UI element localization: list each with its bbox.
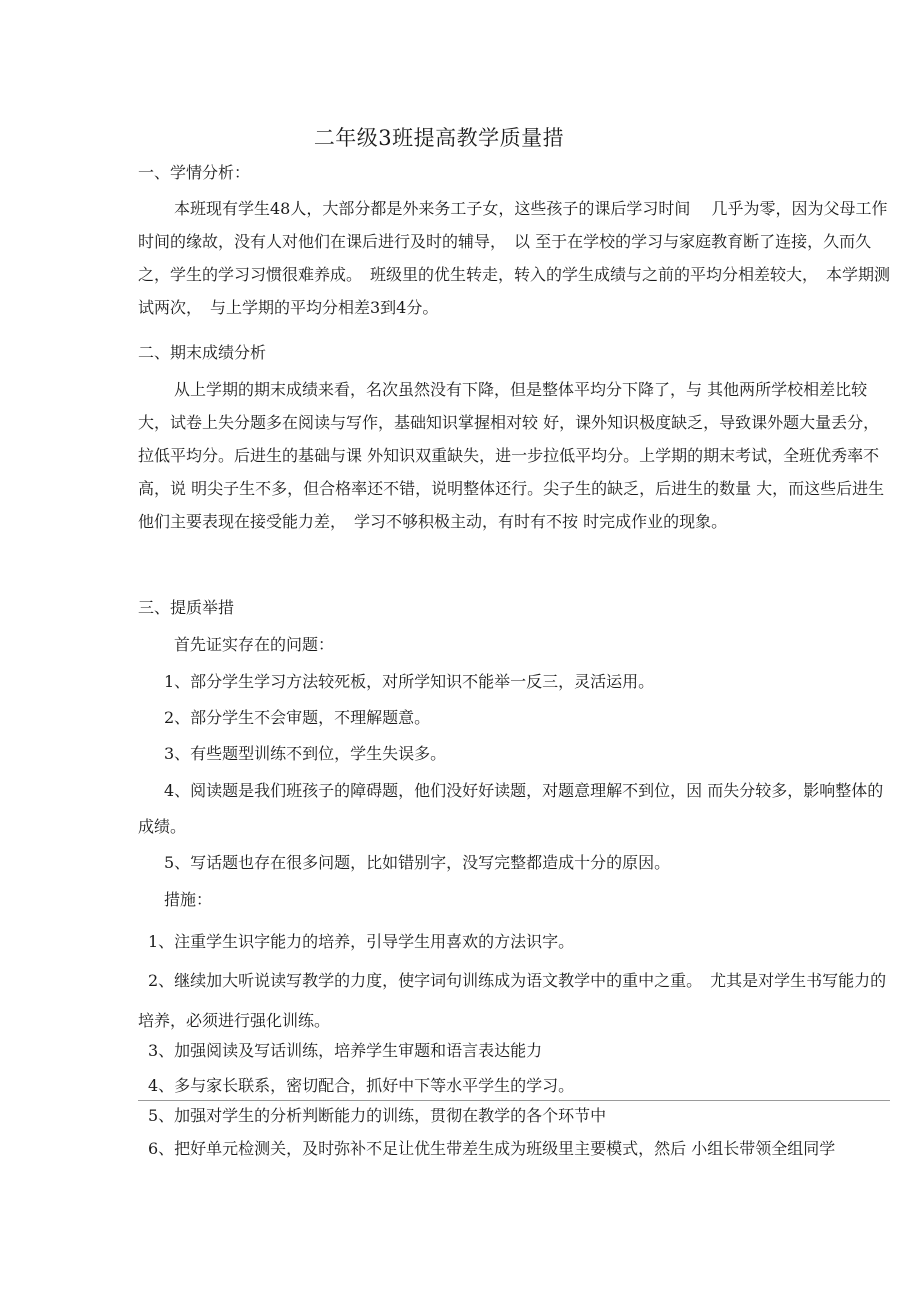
section-paragraph-learning-analysis: 本班现有学生48人，大部分都是外来务工子女，这些孩子的课后学习时间 几乎为零，因为父母工作时间的缘故，没有人对他们在课后进行及时的辅导， 以 至于在学校的学习与家庭教育断了连接，久而久之，学生的学习习惯很难养成。 班级里的优生转走，转入的学生成绩与之前的平均分相差较大， 本学期测试两次， 与上学期的平均分相差3到4分。 — [138, 199, 891, 317]
section-heading-learning-analysis: 一、学情分析： — [138, 163, 251, 182]
measures-label: 措施： — [164, 890, 213, 909]
problems-intro: 首先证实存在的问题： — [174, 635, 335, 654]
measure-item: 4、多与家长联系，密切配合，抓好中下等水平学生的学习。 — [148, 1076, 575, 1095]
section-heading-quality-measures: 三、提质举措 — [138, 598, 235, 617]
measure-item: 1、注重学生识字能力的培养，引导学生用喜欢的方法识字。 — [148, 932, 575, 951]
problem-item: 3、有些题型训练不到位，学生失误多。 — [164, 744, 447, 763]
problem-item: 4、阅读题是我们班孩子的障碍题，他们没好好读题，对题意理解不到位，因 而失分较多，影响整体的成绩。 — [138, 781, 884, 836]
problem-item: 1、部分学生学习方法较死板，对所学知识不能举一反三，灵活运用。 — [164, 672, 655, 691]
measure-item: 6、把好单元检测关，及时弥补不足让优生带差生成为班级里主要模式，然后 小组长带领全组同学 — [148, 1139, 836, 1158]
problem-item: 2、部分学生不会审题，不理解题意。 — [164, 708, 431, 727]
measure-item: 3、加强阅读及写话训练，培养学生审题和语言表达能力 — [148, 1041, 543, 1060]
measure-item: 5、加强对学生的分析判断能力的训练，贯彻在教学的各个环节中 — [148, 1106, 607, 1125]
section-heading-final-score-analysis: 二、期末成绩分析 — [138, 343, 267, 362]
measure-item: 2、继续加大听说读写教学的力度，使字词句训练成为语文教学中的重中之重。 尤其是对学生书写能力的培养，必须进行强化训练。 — [138, 971, 887, 1030]
problem-item: 5、写话题也存在很多问题，比如错别字，没写完整都造成十分的原因。 — [164, 853, 671, 872]
horizontal-divider — [138, 1100, 890, 1101]
section-paragraph-final-score-analysis: 从上学期的期末成绩来看，名次虽然没有下降，但是整体平均分下降了，与 其他两所学校相差比较大，试卷上失分题多在阅读与写作，基础知识掌握相对较 好，课外知识极度缺乏，导致课外题大量丢分，拉低平均分。后进生的基础与课 外知识双重缺失，进一步拉低平均分。上学期的期末考试，全班优秀率不高，说 明尖子生不多，但合格率还不错，说明整体还行。尖子生的缺乏，后进生的数量 大，而这些后进生他们主要表现在接受能力差， 学习不够积极主动，有时有不按 时完成作业的现象。 — [138, 380, 885, 531]
document-title: 二年级3班提高教学质量措 — [313, 126, 565, 150]
